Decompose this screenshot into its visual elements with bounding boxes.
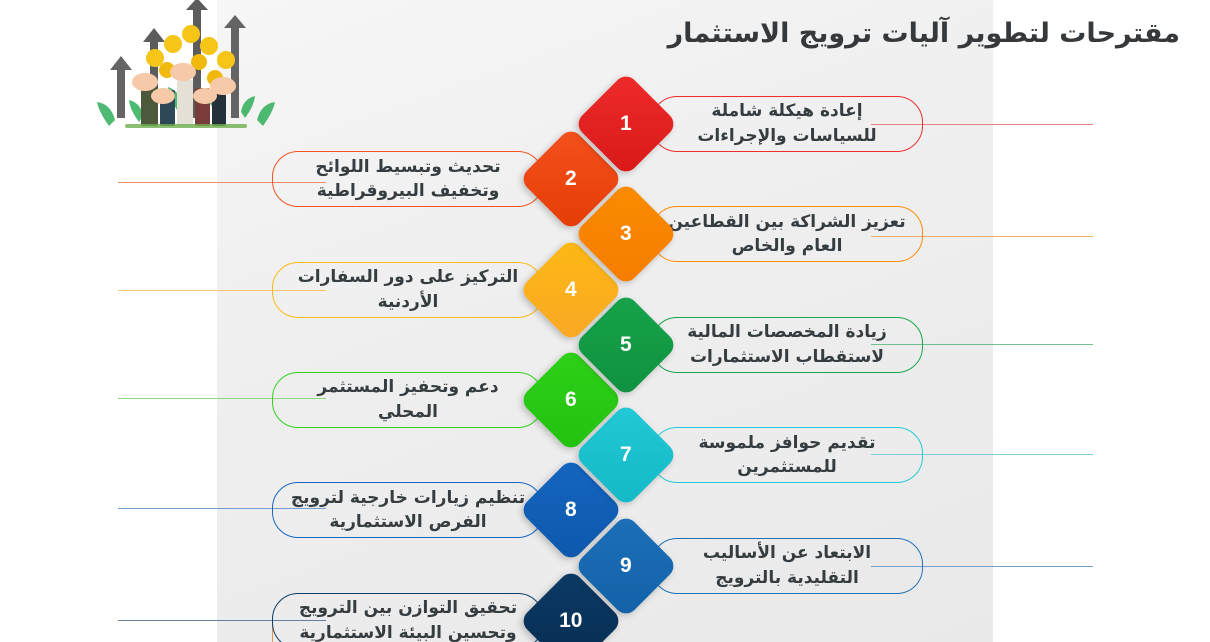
item-text-5: زيادة المخصصات المالية لاستقطاب الاستثمارات <box>687 322 887 367</box>
item-number-9: 9 <box>620 553 632 577</box>
item-number-8: 8 <box>565 498 577 522</box>
item-number-10: 10 <box>559 608 583 632</box>
item-text-8: تنظيم زيارات خارجية لترويج الفرص الاستثمارية <box>290 487 526 533</box>
item-pill-3[interactable] <box>651 206 923 262</box>
item-number-6: 6 <box>565 388 577 411</box>
item-number-1: 1 <box>620 112 632 135</box>
item-pill-4[interactable] <box>272 262 544 318</box>
item-text-6: دعم وتحفيز المستثمر المحلي <box>317 377 499 422</box>
item-text-9: الابتعاد عن الأساليب التقليدية بالترويج <box>702 542 872 588</box>
item-pill-9[interactable] <box>651 538 923 594</box>
item-pill-5[interactable] <box>651 317 923 373</box>
item-pill-10[interactable] <box>272 593 544 642</box>
item-number-3: 3 <box>620 222 632 246</box>
item-text-4: التركيز على دور السفارات الأردنية <box>297 266 519 312</box>
item-pill-2[interactable] <box>272 151 544 207</box>
item-pill-6[interactable] <box>272 372 544 428</box>
item-pill-8[interactable] <box>272 482 544 538</box>
item-text-2: تحديث وتبسيط اللوائح وتخفيف البيروقراطية <box>315 156 501 202</box>
item-text-1: إعادة هيكلة شاملة للسياسات والإجراءات <box>697 101 877 146</box>
item-number-4: 4 <box>565 277 577 301</box>
item-pill-7[interactable] <box>651 427 923 483</box>
item-text-3: تعزيز الشراكة بين القطاعين العام والخاص <box>668 211 906 257</box>
page-title: مقترحات لتطوير آليات ترويج الاستثمار <box>667 18 1180 49</box>
item-text-10: تحقيق التوازن بين الترويج وتحسين البيئة الاستثمارية <box>298 598 518 642</box>
item-number-5: 5 <box>620 332 632 356</box>
item-number-7: 7 <box>620 443 632 467</box>
item-pill-1[interactable] <box>651 96 923 152</box>
item-number-2: 2 <box>565 167 577 191</box>
investment-growth-illustration <box>95 0 275 145</box>
item-text-7: تقديم حوافز ملموسة للمستثمرين <box>698 432 876 478</box>
